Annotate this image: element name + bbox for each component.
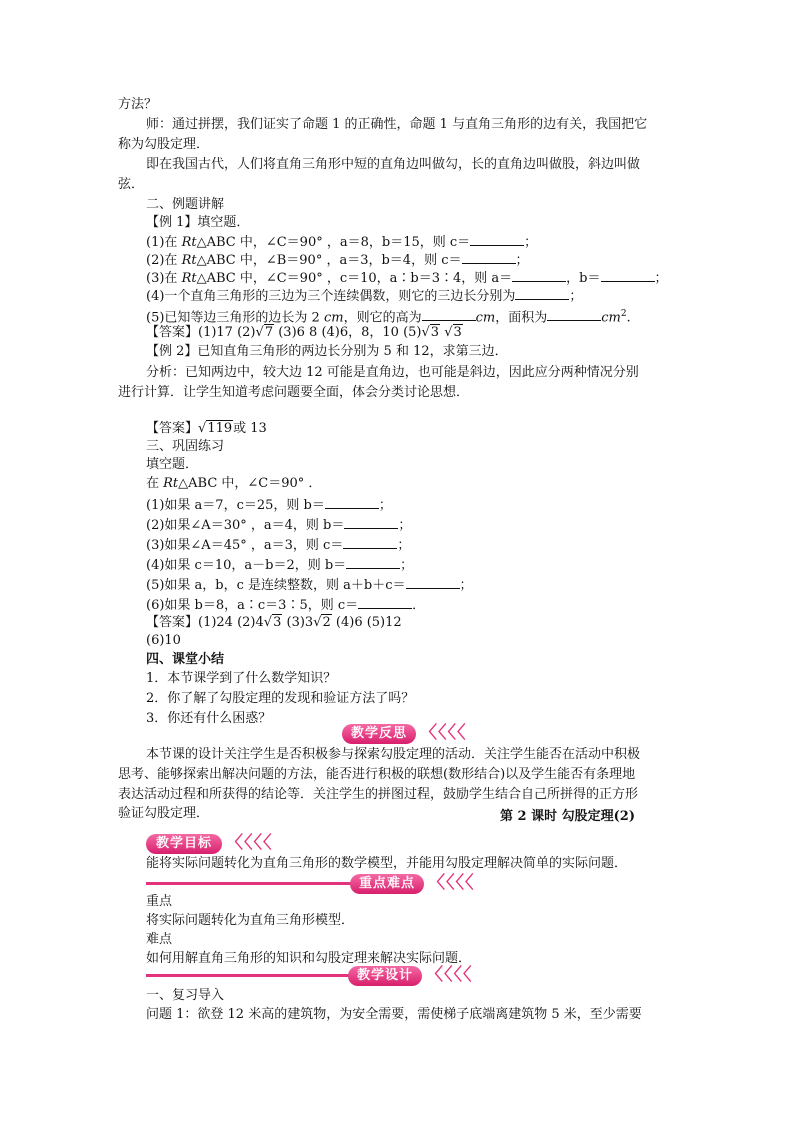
section-heading: 四、课堂小结 (146, 652, 225, 667)
answer-continued: (6)10 (146, 633, 181, 648)
text-line: 师：通过拼摆，我们证实了命题 1 的正确性，命题 1 与直角三角形的边有关，我国把它 (146, 117, 648, 132)
reflection-line: 本节课的设计关注学生是否积极参与探索勾股定理的活动．关注学生能否在活动中积极 (146, 747, 641, 762)
key-text: 将实际问题转化为直角三角形模型． (146, 913, 355, 928)
chevron-icon: 〈〈〈〈 (420, 723, 467, 743)
practice-2: (2)如果∠A＝30° ，a＝4，则 b＝ ； (146, 515, 411, 533)
difficulty-label: 难点 (146, 932, 173, 947)
answer-3: 【答案】(1)24 (2)4√3 (3)3√2 (4)6 (5)12 (146, 615, 402, 630)
chevron-icon: 〈〈〈〈 (428, 873, 475, 893)
question-3: (3)在 Rt△ABC 中，∠C＝90° ，c＝10，a∶b＝3∶4，则 a＝ ，b＝ ； (146, 268, 668, 286)
question-2: (2)在 Rt△ABC 中，∠B＝90° ，a＝3，b＝4，则 c＝ ； (146, 250, 529, 268)
example-title: 【例 1】填空题． (146, 215, 250, 230)
section-heading: 一、复习导入 (146, 988, 225, 1003)
text-line: 弦． (118, 177, 145, 192)
question-text: 问题 1：欲登 12 米高的建筑物，为安全需要，需使梯子底端离建筑物 5 米，至少需要 (146, 1007, 642, 1022)
text-line: 称为勾股定理． (118, 137, 210, 152)
sqrt-symbol: √2 (313, 615, 331, 630)
sqrt-symbol: √3 (444, 325, 462, 340)
answer-1: 【答案】(1)17 (2)√7 (3)6 8 (4)6，8，10 (5)√3 √3 (146, 325, 462, 340)
banner-goals: 教学目标 〈〈〈〈 (146, 834, 286, 854)
question-5: (5)已知等边三角形的边长为 2 cm，则它的高为 cm，面积为 $cm^2$. (146, 309, 631, 326)
practice-1: (1)如果 a＝7，c＝25，则 b＝ ； (146, 495, 392, 513)
chevron-icon: 〈〈〈〈 (226, 833, 273, 853)
banner-key-points: 重点难点 〈〈〈〈 (146, 874, 486, 894)
answer-2: 【答案】√119或 13 (146, 421, 267, 436)
question-4: (4)一个直角三角形的三边为三个连续偶数，则它的三边长分别为 ； (146, 286, 582, 304)
banner-reflection: 教学反思 〈〈〈〈 (342, 724, 482, 744)
banner-design: 教学设计 〈〈〈〈 (146, 966, 486, 986)
reflection-line: 验证勾股定理． (118, 806, 210, 821)
chevron-icon: 〈〈〈〈 (426, 965, 473, 985)
text-line: 方法？ (118, 97, 158, 112)
summary-item: 3．你还有什么困惑？ (146, 711, 272, 726)
analysis-line: 进行计算．让学生知道考虑问题要全面，体会分类讨论思想． (118, 385, 470, 400)
difficulty-text: 如何用解直角三角形的知识和勾股定理来解决实际问题． (146, 951, 472, 966)
sqrt-symbol: √7 (255, 325, 274, 340)
practice-5: (5)如果 a，b，c 是连续整数，则 a＋b＋c＝ ； (146, 575, 473, 593)
sqrt-symbol: √119 (198, 421, 233, 436)
summary-item: 1．本节课学到了什么数学知识？ (146, 671, 337, 686)
text-line: 填空题． (146, 457, 199, 472)
section-heading: 三、巩固练习 (146, 439, 225, 454)
reflection-line: 思考、能够探索出解决问题的方法，能否进行积极的联想(数形结合)以及学生能否有条理地 (118, 767, 636, 782)
sqrt-symbol: √3 (263, 615, 282, 630)
summary-item: 2．你了解了勾股定理的发现和验证方法了吗？ (146, 691, 415, 706)
goals-text: 能将实际问题转化为直角三角形的数学模型，并能用勾股定理解决简单的实际问题． (146, 856, 628, 871)
lesson-title: 第 2 课时 勾股定理(2) (500, 809, 635, 824)
text-line: 在 Rt△ABC 中，∠C＝90° ． (146, 476, 322, 491)
key-label: 重点 (146, 894, 173, 909)
text-line: 即在我国古代，人们将直角三角形中短的直角边叫做勾，长的直角边叫做股，斜边叫做 (146, 157, 641, 172)
question-1: (1)在 Rt△ABC 中，∠C＝90° ，a＝8，b＝15，则 c＝ ； (146, 232, 537, 250)
sqrt-symbol: √3 (421, 325, 440, 340)
practice-6: (6)如果 b＝8，a∶c＝3∶5，则 c＝ ． (146, 595, 425, 613)
reflection-line: 表达活动过程和所获得的结论等．关注学生的拼图过程，鼓励学生结合自己所拼得的正方形 (118, 787, 639, 802)
analysis-line: 分析：已知两边中，较大边 12 可能是直角边，也可能是斜边，因此应分两种情况分别 (146, 365, 639, 380)
section-heading: 二、例题讲解 (146, 197, 225, 212)
example-title: 【例 2】已知直角三角形的两边长分别为 5 和 12，求第三边． (146, 344, 508, 359)
practice-3: (3)如果∠A＝45° ，a＝3，则 c＝ ； (146, 535, 410, 553)
practice-4: (4)如果 c＝10，a－b＝2，则 b＝ ； (146, 555, 413, 573)
